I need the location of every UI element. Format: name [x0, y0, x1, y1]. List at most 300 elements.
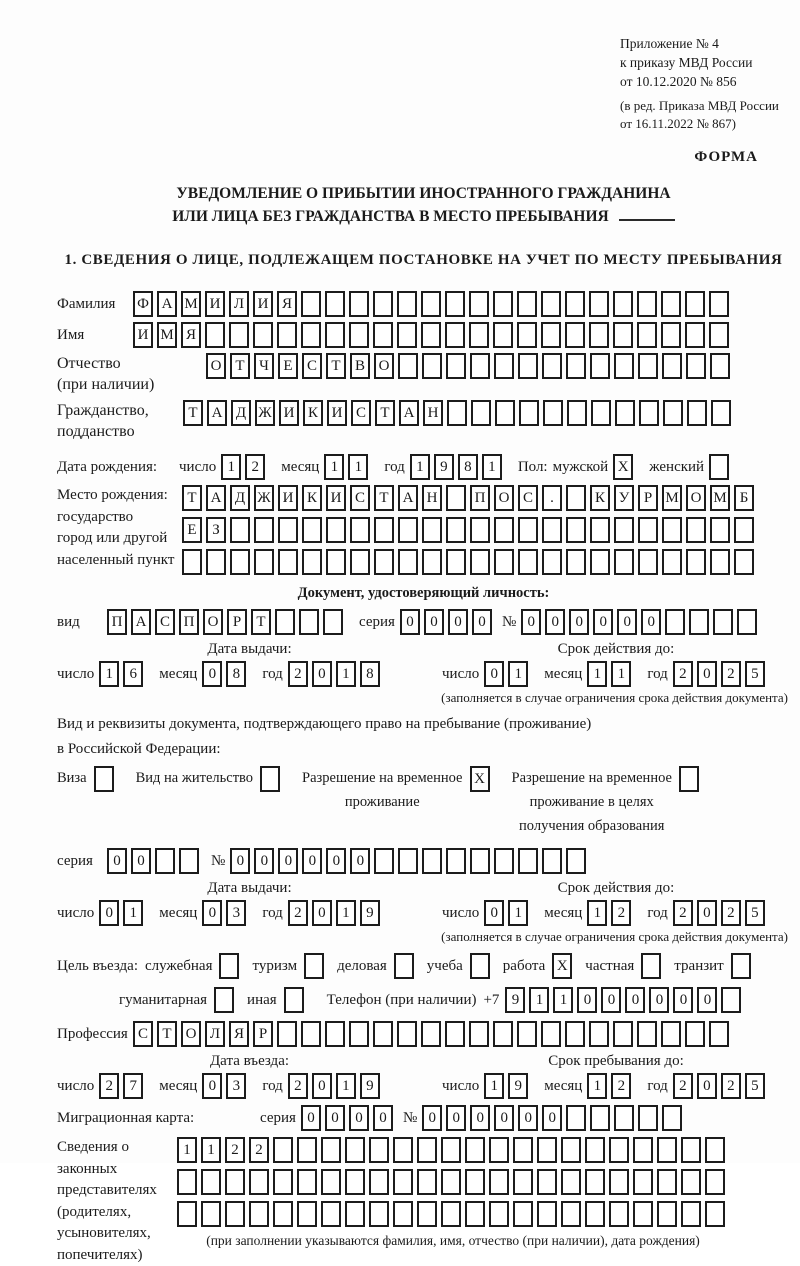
char-cell[interactable]: [637, 322, 657, 348]
char-cell[interactable]: 1: [529, 987, 549, 1013]
char-cell[interactable]: [686, 517, 706, 543]
char-cell[interactable]: [397, 291, 417, 317]
char-cell[interactable]: 1: [336, 900, 356, 926]
char-cell[interactable]: [254, 549, 274, 575]
char-cell[interactable]: 2: [673, 1073, 693, 1099]
char-cell[interactable]: [609, 1169, 629, 1195]
char-cell[interactable]: [260, 766, 280, 792]
char-cell[interactable]: 0: [422, 1105, 442, 1131]
char-cell[interactable]: [182, 549, 202, 575]
char-cell[interactable]: [393, 1137, 413, 1163]
phone-input[interactable]: [505, 987, 745, 1013]
char-cell[interactable]: 0: [545, 609, 565, 635]
char-cell[interactable]: [494, 517, 514, 543]
char-cell[interactable]: И: [253, 291, 273, 317]
char-cell[interactable]: [542, 848, 562, 874]
char-cell[interactable]: [470, 848, 490, 874]
char-cell[interactable]: [421, 291, 441, 317]
char-cell[interactable]: 6: [123, 661, 143, 687]
char-cell[interactable]: Ж: [254, 485, 274, 511]
char-cell[interactable]: С: [302, 353, 322, 379]
char-cell[interactable]: [273, 1201, 293, 1227]
char-cell[interactable]: [495, 400, 515, 426]
char-cell[interactable]: Я: [181, 322, 201, 348]
char-cell[interactable]: [710, 517, 730, 543]
char-cell[interactable]: [373, 291, 393, 317]
char-cell[interactable]: [369, 1201, 389, 1227]
char-cell[interactable]: [662, 517, 682, 543]
char-cell[interactable]: 9: [505, 987, 525, 1013]
char-cell[interactable]: 9: [434, 454, 454, 480]
char-cell[interactable]: [615, 400, 635, 426]
char-cell[interactable]: Д: [231, 400, 251, 426]
residence-issue-day-input[interactable]: [99, 900, 147, 926]
char-cell[interactable]: 1: [482, 454, 502, 480]
char-cell[interactable]: [394, 953, 414, 979]
char-cell[interactable]: [566, 517, 586, 543]
char-cell[interactable]: 8: [226, 661, 246, 687]
char-cell[interactable]: 0: [472, 609, 492, 635]
char-cell[interactable]: [177, 1169, 197, 1195]
char-cell[interactable]: 2: [245, 454, 265, 480]
char-cell[interactable]: [665, 609, 685, 635]
char-cell[interactable]: 0: [521, 609, 541, 635]
char-cell[interactable]: 8: [458, 454, 478, 480]
char-cell[interactable]: [518, 517, 538, 543]
char-cell[interactable]: 1: [484, 1073, 504, 1099]
char-cell[interactable]: [542, 353, 562, 379]
char-cell[interactable]: 2: [721, 1073, 741, 1099]
char-cell[interactable]: Т: [182, 485, 202, 511]
char-cell[interactable]: [398, 517, 418, 543]
citizenship-input[interactable]: [183, 400, 735, 426]
char-cell[interactable]: [275, 609, 295, 635]
char-cell[interactable]: [519, 400, 539, 426]
char-cell[interactable]: 1: [123, 900, 143, 926]
char-cell[interactable]: 2: [673, 661, 693, 687]
char-cell[interactable]: А: [131, 609, 151, 635]
char-cell[interactable]: [657, 1169, 677, 1195]
char-cell[interactable]: [321, 1169, 341, 1195]
char-cell[interactable]: [709, 291, 729, 317]
char-cell[interactable]: [230, 549, 250, 575]
char-cell[interactable]: [590, 353, 610, 379]
doc-series-input[interactable]: [400, 609, 496, 635]
char-cell[interactable]: [661, 1021, 681, 1047]
char-cell[interactable]: [585, 1137, 605, 1163]
char-cell[interactable]: [609, 1201, 629, 1227]
char-cell[interactable]: [709, 322, 729, 348]
char-cell[interactable]: [542, 517, 562, 543]
char-cell[interactable]: 0: [446, 1105, 466, 1131]
char-cell[interactable]: [465, 1137, 485, 1163]
char-cell[interactable]: [284, 987, 304, 1013]
expiry-month-input[interactable]: [587, 661, 635, 687]
char-cell[interactable]: [445, 322, 465, 348]
char-cell[interactable]: [301, 291, 321, 317]
sex-female-checkbox[interactable]: [709, 454, 733, 480]
char-cell[interactable]: 0: [424, 609, 444, 635]
char-cell[interactable]: [155, 848, 175, 874]
char-cell[interactable]: 5: [745, 1073, 765, 1099]
char-cell[interactable]: Т: [230, 353, 250, 379]
char-cell[interactable]: 3: [226, 900, 246, 926]
char-cell[interactable]: 0: [131, 848, 151, 874]
birth-day-input[interactable]: [221, 454, 269, 480]
char-cell[interactable]: [326, 549, 346, 575]
char-cell[interactable]: Ж: [255, 400, 275, 426]
char-cell[interactable]: [537, 1169, 557, 1195]
char-cell[interactable]: [731, 953, 751, 979]
char-cell[interactable]: 0: [325, 1105, 345, 1131]
char-cell[interactable]: 0: [202, 661, 222, 687]
char-cell[interactable]: [734, 517, 754, 543]
char-cell[interactable]: Т: [183, 400, 203, 426]
char-cell[interactable]: [469, 1021, 489, 1047]
char-cell[interactable]: [94, 766, 114, 792]
char-cell[interactable]: [590, 1105, 610, 1131]
char-cell[interactable]: X: [552, 953, 572, 979]
char-cell[interactable]: [441, 1201, 461, 1227]
char-cell[interactable]: К: [590, 485, 610, 511]
char-cell[interactable]: [685, 1021, 705, 1047]
char-cell[interactable]: 5: [745, 900, 765, 926]
char-cell[interactable]: К: [303, 400, 323, 426]
char-cell[interactable]: Д: [230, 485, 250, 511]
char-cell[interactable]: [398, 353, 418, 379]
char-cell[interactable]: [639, 400, 659, 426]
char-cell[interactable]: З: [206, 517, 226, 543]
char-cell[interactable]: [543, 400, 563, 426]
char-cell[interactable]: [541, 1021, 561, 1047]
char-cell[interactable]: [590, 549, 610, 575]
char-cell[interactable]: 0: [673, 987, 693, 1013]
char-cell[interactable]: [225, 1201, 245, 1227]
char-cell[interactable]: 1: [553, 987, 573, 1013]
char-cell[interactable]: [350, 549, 370, 575]
char-cell[interactable]: [422, 353, 442, 379]
char-cell[interactable]: [565, 1021, 585, 1047]
entry-year-input[interactable]: [288, 1073, 384, 1099]
char-cell[interactable]: [219, 953, 239, 979]
char-cell[interactable]: 1: [177, 1137, 197, 1163]
residence-issue-month-input[interactable]: [202, 900, 250, 926]
char-cell[interactable]: 0: [697, 661, 717, 687]
char-cell[interactable]: [445, 1021, 465, 1047]
surname-input[interactable]: [133, 291, 733, 317]
char-cell[interactable]: [681, 1137, 701, 1163]
char-cell[interactable]: [713, 609, 733, 635]
char-cell[interactable]: [465, 1201, 485, 1227]
char-cell[interactable]: 0: [641, 609, 661, 635]
char-cell[interactable]: А: [206, 485, 226, 511]
char-cell[interactable]: Ч: [254, 353, 274, 379]
char-cell[interactable]: 9: [508, 1073, 528, 1099]
char-cell[interactable]: Е: [182, 517, 202, 543]
char-cell[interactable]: [297, 1169, 317, 1195]
char-cell[interactable]: М: [181, 291, 201, 317]
char-cell[interactable]: 0: [301, 1105, 321, 1131]
char-cell[interactable]: [566, 485, 586, 511]
char-cell[interactable]: 0: [99, 900, 119, 926]
char-cell[interactable]: [687, 400, 707, 426]
char-cell[interactable]: [302, 517, 322, 543]
char-cell[interactable]: [638, 517, 658, 543]
char-cell[interactable]: [566, 353, 586, 379]
legal-representatives-input-row1[interactable]: [177, 1137, 729, 1163]
char-cell[interactable]: [566, 549, 586, 575]
char-cell[interactable]: 2: [611, 900, 631, 926]
char-cell[interactable]: [446, 517, 466, 543]
char-cell[interactable]: [561, 1169, 581, 1195]
char-cell[interactable]: [201, 1169, 221, 1195]
char-cell[interactable]: [585, 1169, 605, 1195]
char-cell[interactable]: [345, 1137, 365, 1163]
char-cell[interactable]: Б: [734, 485, 754, 511]
residence-permit-checkbox[interactable]: [260, 766, 284, 792]
char-cell[interactable]: 0: [649, 987, 669, 1013]
char-cell[interactable]: [229, 322, 249, 348]
char-cell[interactable]: [225, 1169, 245, 1195]
char-cell[interactable]: [711, 400, 731, 426]
char-cell[interactable]: [561, 1201, 581, 1227]
char-cell[interactable]: [613, 1021, 633, 1047]
char-cell[interactable]: 0: [202, 900, 222, 926]
char-cell[interactable]: [494, 848, 514, 874]
char-cell[interactable]: [321, 1201, 341, 1227]
char-cell[interactable]: [710, 549, 730, 575]
char-cell[interactable]: [277, 1021, 297, 1047]
char-cell[interactable]: 1: [336, 661, 356, 687]
patronymic-input[interactable]: [206, 353, 734, 379]
char-cell[interactable]: [518, 549, 538, 575]
char-cell[interactable]: [493, 1021, 513, 1047]
char-cell[interactable]: [591, 400, 611, 426]
char-cell[interactable]: [681, 1201, 701, 1227]
char-cell[interactable]: С: [133, 1021, 153, 1047]
issue-day-input[interactable]: [99, 661, 147, 687]
expiry-day-input[interactable]: [484, 661, 532, 687]
char-cell[interactable]: [470, 517, 490, 543]
entry-month-input[interactable]: [202, 1073, 250, 1099]
char-cell[interactable]: 0: [373, 1105, 393, 1131]
char-cell[interactable]: [446, 848, 466, 874]
char-cell[interactable]: [393, 1201, 413, 1227]
char-cell[interactable]: [446, 353, 466, 379]
char-cell[interactable]: [373, 322, 393, 348]
char-cell[interactable]: [422, 848, 442, 874]
char-cell[interactable]: [517, 322, 537, 348]
char-cell[interactable]: Н: [423, 400, 443, 426]
char-cell[interactable]: [397, 322, 417, 348]
char-cell[interactable]: [489, 1169, 509, 1195]
char-cell[interactable]: [469, 322, 489, 348]
char-cell[interactable]: [179, 848, 199, 874]
migration-number-input[interactable]: [422, 1105, 686, 1131]
char-cell[interactable]: 0: [312, 1073, 332, 1099]
char-cell[interactable]: [633, 1137, 653, 1163]
char-cell[interactable]: [705, 1169, 725, 1195]
char-cell[interactable]: 1: [508, 900, 528, 926]
char-cell[interactable]: Т: [251, 609, 271, 635]
char-cell[interactable]: [301, 1021, 321, 1047]
migration-series-input[interactable]: [301, 1105, 397, 1131]
residence-number-input[interactable]: [230, 848, 590, 874]
char-cell[interactable]: [297, 1201, 317, 1227]
char-cell[interactable]: С: [351, 400, 371, 426]
char-cell[interactable]: 5: [745, 661, 765, 687]
char-cell[interactable]: [249, 1169, 269, 1195]
char-cell[interactable]: 7: [123, 1073, 143, 1099]
char-cell[interactable]: 0: [202, 1073, 222, 1099]
char-cell[interactable]: [734, 549, 754, 575]
char-cell[interactable]: [470, 549, 490, 575]
char-cell[interactable]: [686, 549, 706, 575]
residence-expiry-year-input[interactable]: [673, 900, 769, 926]
char-cell[interactable]: [638, 353, 658, 379]
char-cell[interactable]: [541, 291, 561, 317]
char-cell[interactable]: 0: [302, 848, 322, 874]
char-cell[interactable]: 0: [697, 1073, 717, 1099]
char-cell[interactable]: 2: [225, 1137, 245, 1163]
char-cell[interactable]: [710, 353, 730, 379]
char-cell[interactable]: [537, 1137, 557, 1163]
char-cell[interactable]: [565, 291, 585, 317]
char-cell[interactable]: [663, 400, 683, 426]
temp-residence-checkbox[interactable]: [470, 766, 494, 792]
char-cell[interactable]: П: [179, 609, 199, 635]
char-cell[interactable]: [662, 1105, 682, 1131]
birth-month-input[interactable]: [324, 454, 372, 480]
char-cell[interactable]: [661, 322, 681, 348]
char-cell[interactable]: [374, 848, 394, 874]
char-cell[interactable]: [249, 1201, 269, 1227]
char-cell[interactable]: 1: [201, 1137, 221, 1163]
char-cell[interactable]: [471, 400, 491, 426]
char-cell[interactable]: О: [203, 609, 223, 635]
char-cell[interactable]: Р: [227, 609, 247, 635]
char-cell[interactable]: X: [470, 766, 490, 792]
char-cell[interactable]: О: [374, 353, 394, 379]
char-cell[interactable]: [661, 291, 681, 317]
purpose-other-checkbox[interactable]: [284, 987, 308, 1013]
char-cell[interactable]: [304, 953, 324, 979]
char-cell[interactable]: [349, 291, 369, 317]
profession-input[interactable]: [133, 1021, 733, 1047]
char-cell[interactable]: [323, 609, 343, 635]
char-cell[interactable]: [494, 353, 514, 379]
char-cell[interactable]: 1: [324, 454, 344, 480]
char-cell[interactable]: И: [205, 291, 225, 317]
char-cell[interactable]: 0: [484, 900, 504, 926]
purpose-work-checkbox[interactable]: [552, 953, 576, 979]
char-cell[interactable]: 0: [448, 609, 468, 635]
char-cell[interactable]: [561, 1137, 581, 1163]
char-cell[interactable]: 2: [721, 900, 741, 926]
char-cell[interactable]: [205, 322, 225, 348]
purpose-business-checkbox[interactable]: [394, 953, 418, 979]
char-cell[interactable]: [567, 400, 587, 426]
char-cell[interactable]: Я: [277, 291, 297, 317]
char-cell[interactable]: 3: [226, 1073, 246, 1099]
char-cell[interactable]: 1: [221, 454, 241, 480]
expiry-year-input[interactable]: [673, 661, 769, 687]
char-cell[interactable]: [517, 1021, 537, 1047]
char-cell[interactable]: [206, 549, 226, 575]
char-cell[interactable]: 1: [611, 661, 631, 687]
char-cell[interactable]: Т: [157, 1021, 177, 1047]
char-cell[interactable]: 0: [470, 1105, 490, 1131]
sex-male-checkbox[interactable]: [613, 454, 637, 480]
char-cell[interactable]: Р: [253, 1021, 273, 1047]
issue-month-input[interactable]: [202, 661, 250, 687]
char-cell[interactable]: И: [326, 485, 346, 511]
char-cell[interactable]: [614, 517, 634, 543]
char-cell[interactable]: 2: [721, 661, 741, 687]
char-cell[interactable]: Т: [375, 400, 395, 426]
char-cell[interactable]: [441, 1169, 461, 1195]
char-cell[interactable]: [417, 1201, 437, 1227]
char-cell[interactable]: [301, 322, 321, 348]
char-cell[interactable]: 0: [542, 1105, 562, 1131]
char-cell[interactable]: [254, 517, 274, 543]
entry-day-input[interactable]: [99, 1073, 147, 1099]
char-cell[interactable]: М: [662, 485, 682, 511]
char-cell[interactable]: 0: [484, 661, 504, 687]
char-cell[interactable]: 2: [288, 1073, 308, 1099]
char-cell[interactable]: [445, 291, 465, 317]
char-cell[interactable]: [737, 609, 757, 635]
char-cell[interactable]: С: [350, 485, 370, 511]
char-cell[interactable]: И: [279, 400, 299, 426]
char-cell[interactable]: 2: [611, 1073, 631, 1099]
char-cell[interactable]: X: [613, 454, 633, 480]
char-cell[interactable]: [689, 609, 709, 635]
char-cell[interactable]: [325, 291, 345, 317]
char-cell[interactable]: [177, 1201, 197, 1227]
char-cell[interactable]: П: [470, 485, 490, 511]
char-cell[interactable]: 1: [587, 900, 607, 926]
residence-expiry-day-input[interactable]: [484, 900, 532, 926]
purpose-transit-checkbox[interactable]: [731, 953, 755, 979]
char-cell[interactable]: [518, 848, 538, 874]
char-cell[interactable]: 0: [326, 848, 346, 874]
birth-place-input-row1[interactable]: [182, 485, 758, 511]
char-cell[interactable]: 0: [278, 848, 298, 874]
char-cell[interactable]: [273, 1137, 293, 1163]
char-cell[interactable]: [350, 517, 370, 543]
char-cell[interactable]: [681, 1169, 701, 1195]
char-cell[interactable]: [230, 517, 250, 543]
purpose-private-checkbox[interactable]: [641, 953, 665, 979]
char-cell[interactable]: [493, 322, 513, 348]
char-cell[interactable]: 0: [254, 848, 274, 874]
char-cell[interactable]: [469, 291, 489, 317]
char-cell[interactable]: [398, 848, 418, 874]
birth-year-input[interactable]: [410, 454, 506, 480]
char-cell[interactable]: [638, 549, 658, 575]
temp-residence-education-checkbox[interactable]: [679, 766, 703, 792]
char-cell[interactable]: [422, 517, 442, 543]
char-cell[interactable]: 0: [601, 987, 621, 1013]
char-cell[interactable]: [278, 517, 298, 543]
char-cell[interactable]: [201, 1201, 221, 1227]
char-cell[interactable]: Ф: [133, 291, 153, 317]
char-cell[interactable]: 2: [673, 900, 693, 926]
char-cell[interactable]: [705, 1137, 725, 1163]
stay-day-input[interactable]: [484, 1073, 532, 1099]
char-cell[interactable]: [614, 353, 634, 379]
